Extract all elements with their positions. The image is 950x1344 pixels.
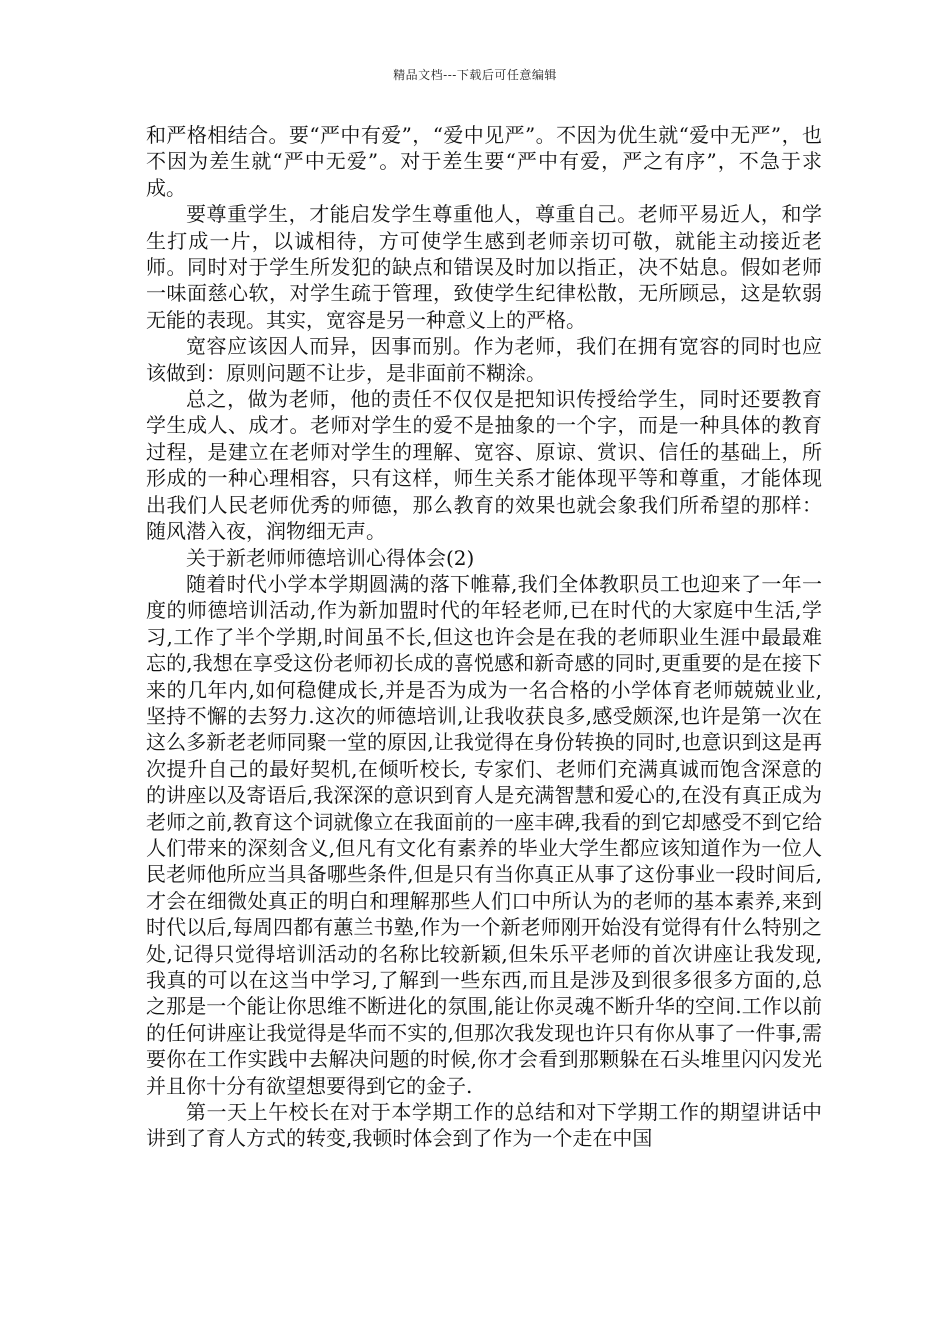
paragraph: 宽容应该因人而异，因事而别。作为老师，我们在拥有宽容的同时也应该做到：原则问题不让步，是非面前不糊涂。 [146, 334, 822, 385]
paragraph: 要尊重学生，才能启发学生尊重他人，尊重自己。老师平易近人，和学生打成一片，以诚相待，方可使学生感到老师亲切可敬，就能主动接近老师。同时对于学生所发犯的缺点和错误及时加以指正，决不姑息。假如老师一味面慈心软，对学生疏于管理，致使学生纪律松散，无所顾忌，这是软弱无能的表现。其实，宽容是另一种意义上的严格。 [146, 202, 822, 332]
paragraph: 第一天上午校长在对于本学期工作的总结和对下学期工作的期望讲话中讲到了育人方式的转变,我顿时体会到了作为一个走在中国 [146, 1100, 822, 1151]
section-heading: 关于新老师师德培训心得体会(2) [186, 545, 475, 570]
paragraph: 总之，做为老师，他的责任不仅仅是把知识传授给学生，同时还要教育学生成人、成才。老师对学生的爱不是抽象的一个字，而是一种具体的教育过程，是建立在老师对学生的理解、宽容、原谅、赏识、信任的基础上，所形成的一种心理相容，只有这样，师生关系才能体现平等和尊重，才能体现出我们人民老师优秀的师德，那么教育的效果也就会象我们所希望的那样：随风潜入夜，润物细无声。 [146, 387, 822, 544]
document-body [146, 122, 822, 1152]
paragraph: 和严格相结合。要“严中有爱”，“爱中见严”。不因为优生就“爱中无严”，也不因为差生就“严中无爱”。对于差生要“严中有爱，严之有序”，不急于求成。 [146, 123, 822, 200]
paragraph: 随着时代小学本学期圆满的落下帷幕,我们全体教职员工也迎来了一年一度的师德培训活动,作为新加盟时代的年轻老师,已在时代的大家庭中生活,学习,工作了半个学期,时间虽不长,但这也许会是在我的老师职业生涯中最最难忘的,我想在享受这份老师初长成的喜悦感和新奇感的同时,更重要的是在接下来的几年内,如何稳健成长,并是否为成为一名合格的小学体育老师兢兢业业,坚持不懈的去努力.这次的师德培训,让我收获良多,感受颇深,也许是第一次在这么多新老老师同聚一堂的原因,让我觉得在身份转换的同时,也意识到这是再次提升自己的最好契机,在倾听校长, 专家们、老师们充满真诚而饱含深意的的讲座以及寄语后,我深深的意识到育人是充满智慧和爱心的,在没有真正成为老师之前,教育这个词就像立在我面前的一座丰碑,我看的到它却感受不到它给人们带来的深刻含义,但凡有文化有素养的毕业大学生都应该知道作为一位人民老师他所应当具备哪些条件,但是只有当你真正从事了这份事业一段时间后,才会在细微处真正的明白和理解那些人们口中所认为的老师的基本素养,来到时代以后,每周四都有蕙兰书塾,作为一个新老师刚开始没有觉得有什么特别之处,记得只觉得培训活动的名称比较新颖,但朱乐平老师的首次讲座让我发现,我真的可以在这当中学习,了解到一些东西,而且是涉及到很多很多方面的,总之那是一个能让你思维不断进化的氛围,能让你灵魂不断升华的空间.工作以前的任何讲座让我觉得是华而不实的,但那次我发现也许只有你从事了一件事,需要你在工作实践中去解决问题的时候,你才会看到那颗躲在石头堆里闪闪发光并且你十分有欲望想要得到它的金子. [146, 571, 822, 1098]
page-header: 精品文档---下载后可任意编辑 [393, 68, 557, 82]
